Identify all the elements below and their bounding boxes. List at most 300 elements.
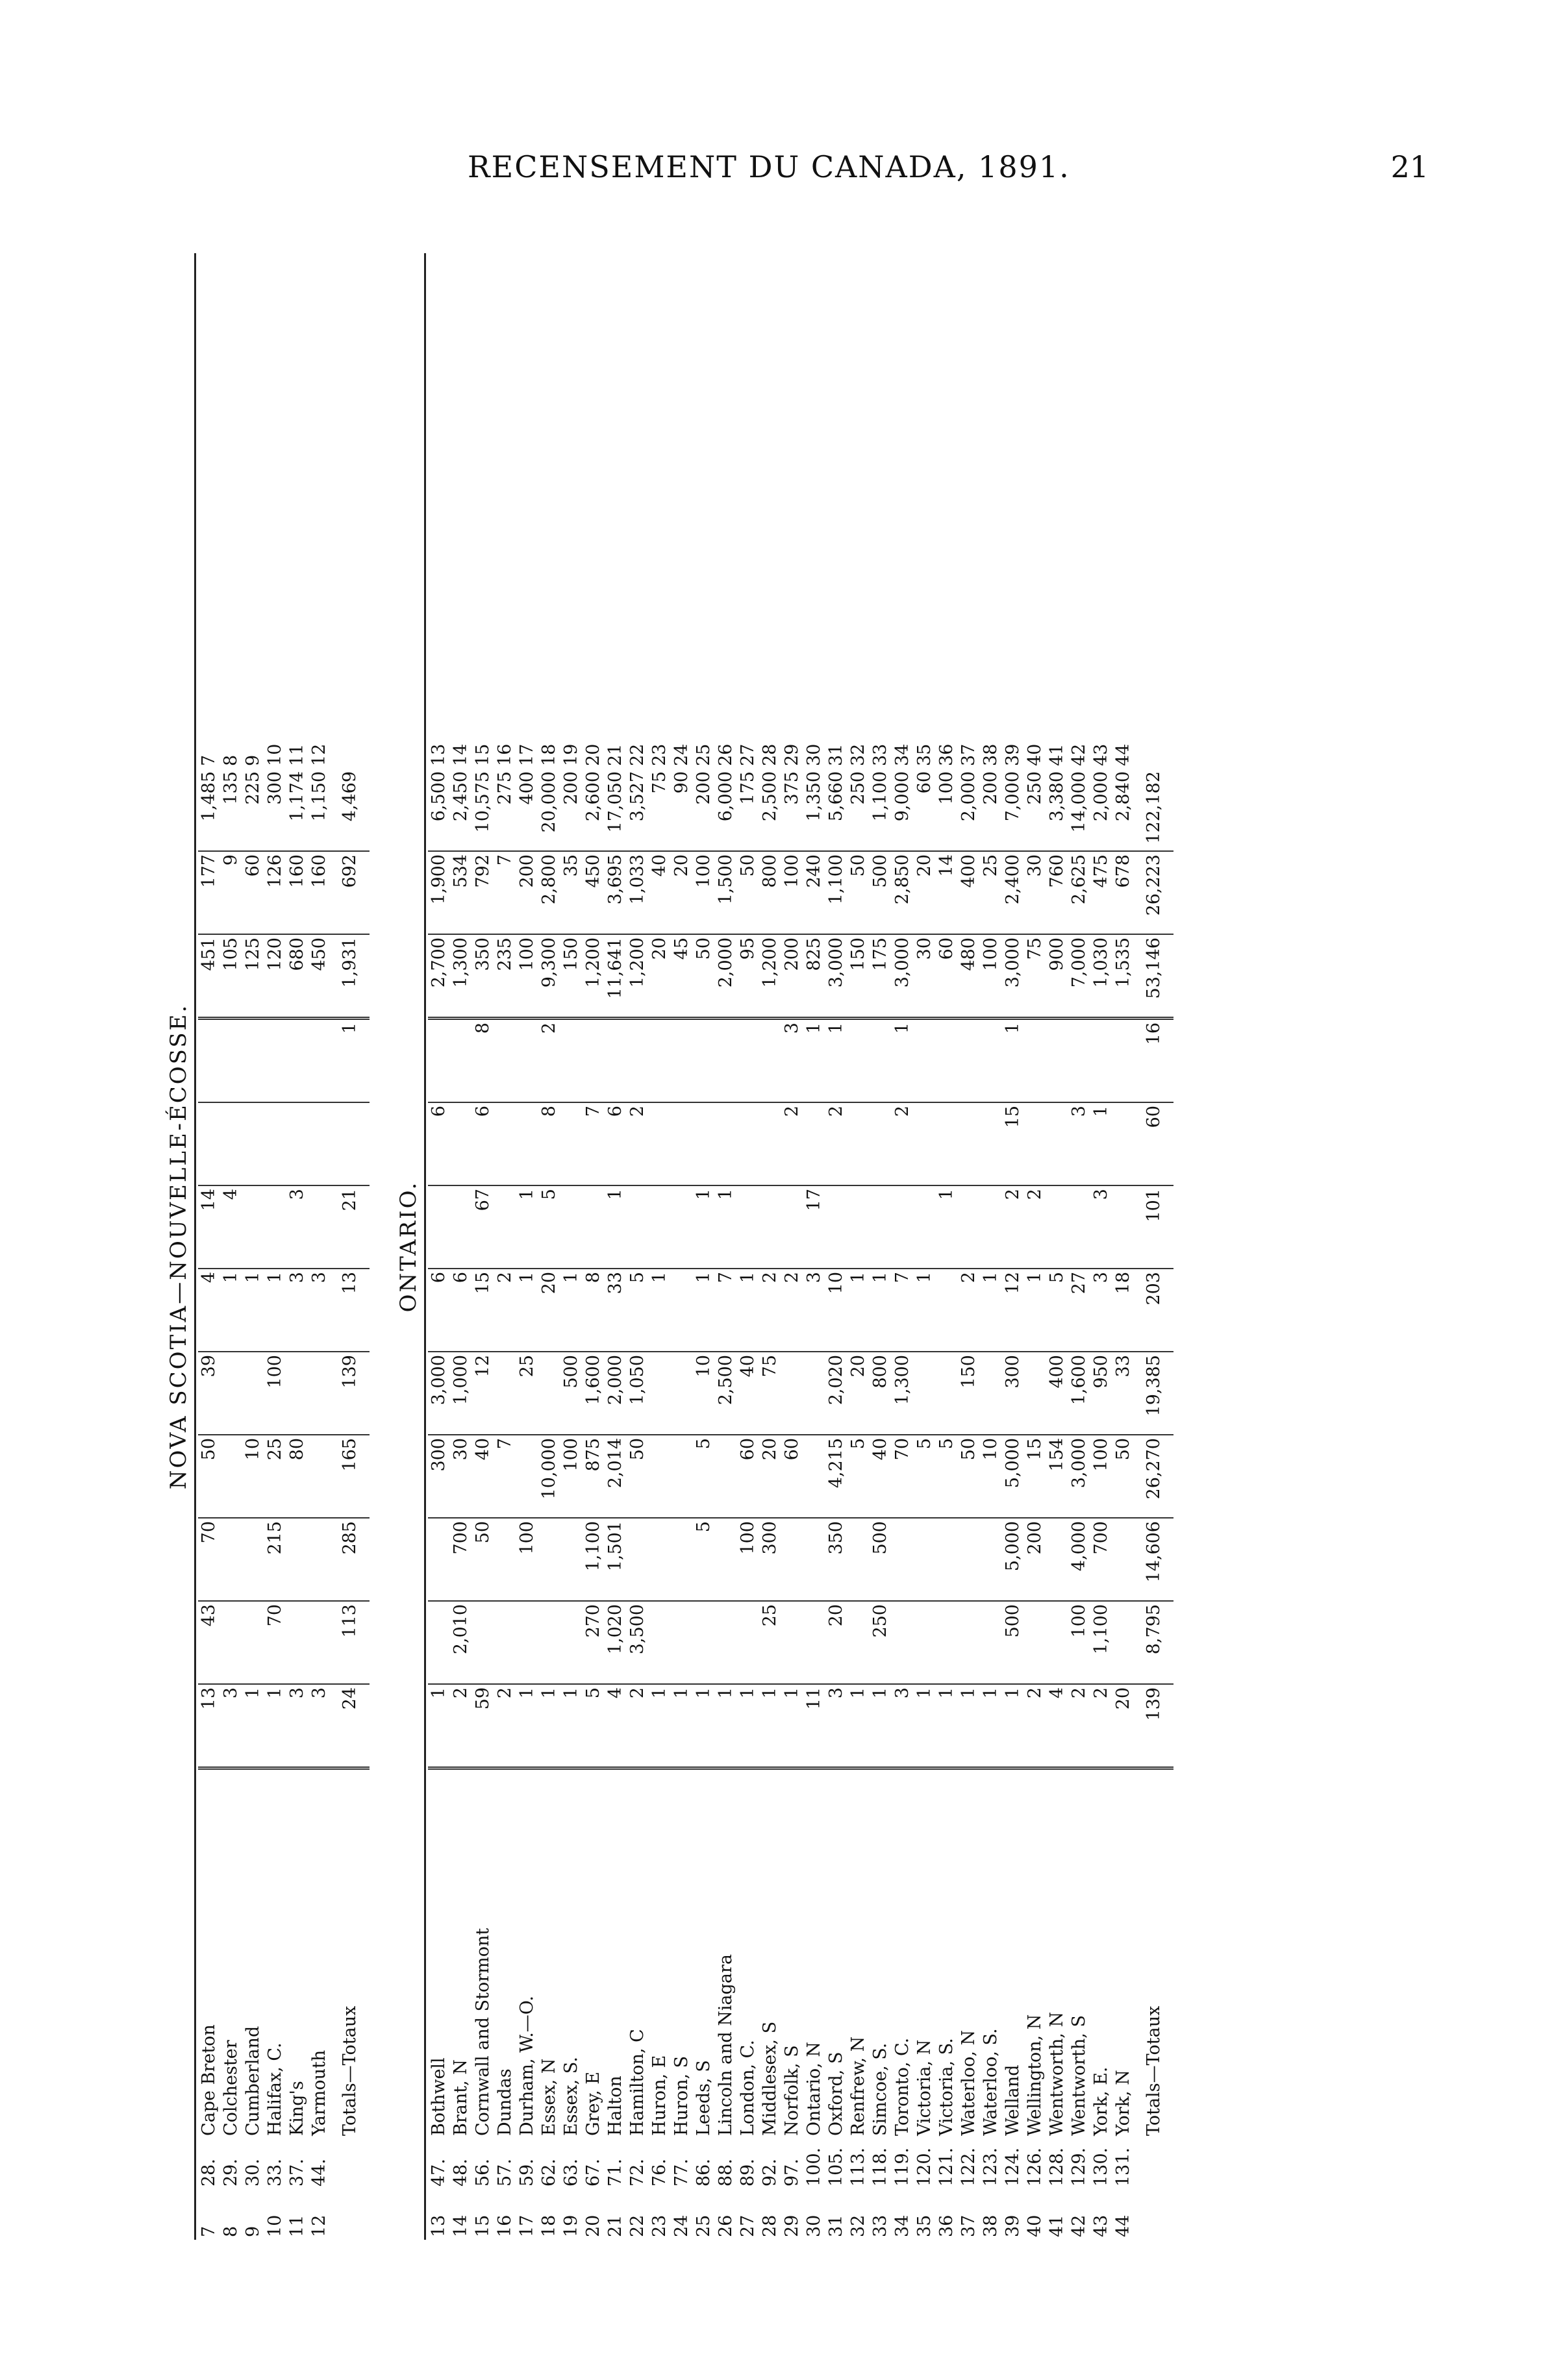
table-cell <box>847 1185 870 1269</box>
line-number-right: 37 <box>959 743 979 766</box>
line-number-right: 9 <box>243 754 263 766</box>
table-cell: 7 <box>494 851 516 934</box>
table-cell: 1 <box>560 1684 583 1768</box>
table-cell <box>649 1435 671 1518</box>
table-cell <box>936 1102 958 1185</box>
table-cell: 1 <box>1024 1269 1046 1352</box>
table-cell: 100 <box>936 769 958 851</box>
line-number: 29 <box>782 2214 802 2237</box>
district-code: 120. <box>914 2147 935 2187</box>
table-cell: 1 <box>914 1684 936 1768</box>
totals-cell: 139 <box>1135 1684 1173 1768</box>
table-cell: 2,500 <box>715 1352 737 1435</box>
table-cell: 3 <box>825 1684 847 1768</box>
table-cell <box>494 1601 516 1684</box>
district-code: 121. <box>936 2147 957 2187</box>
table-cell: 700 <box>450 1518 472 1601</box>
table-cell: 1 <box>649 1684 671 1768</box>
district-code: 62. <box>539 2159 559 2187</box>
table-cell: 200 <box>980 769 1002 851</box>
table-cell: 50 <box>737 851 759 934</box>
table-cell: 1,300 <box>450 934 472 1019</box>
table-cell: 20 <box>825 1601 847 1684</box>
table-cell: 400 <box>958 851 980 934</box>
district-name: Colchester <box>221 2040 241 2136</box>
line-number-right: 16 <box>495 743 515 766</box>
table-row <box>914 718 936 2240</box>
district-code: 86. <box>694 2159 714 2187</box>
table-cell <box>958 1019 980 1103</box>
district-code: 129. <box>1069 2147 1089 2187</box>
district-name: York, N <box>1113 2070 1133 2136</box>
section-title: NOVA SCOTIA—NOUVELLE-ÉCOSSE. <box>166 1003 192 1490</box>
district-code: 30. <box>243 2159 263 2187</box>
table-cell <box>450 1102 472 1185</box>
table-cell: 6 <box>428 1269 450 1352</box>
totals-cell: 101 <box>1135 1185 1173 1269</box>
table-cell <box>560 1102 583 1185</box>
district-code: 89. <box>738 2159 758 2187</box>
table-cell: 60 <box>936 934 958 1019</box>
table-cell: 60 <box>242 851 264 934</box>
table-cell: 1 <box>936 1185 958 1269</box>
table-cell: 1 <box>892 1019 914 1103</box>
table-row <box>472 718 494 2240</box>
table-cell <box>494 1019 516 1103</box>
page-header <box>468 149 1429 188</box>
table-cell: 2 <box>1024 1684 1046 1768</box>
line-number: 30 <box>804 2214 824 2237</box>
table-cell: 70 <box>892 1435 914 1518</box>
table-cell: 25 <box>759 1601 781 1684</box>
district-code: 100. <box>804 2147 824 2187</box>
district-code: 113. <box>848 2147 868 2187</box>
line-number-right: 26 <box>716 743 736 766</box>
table-cell: 1 <box>847 1269 870 1352</box>
table-cell: 25 <box>980 851 1002 934</box>
line-number: 11 <box>287 2214 307 2237</box>
table-cell: 3,500 <box>627 1601 649 1684</box>
district-name: Cape Breton <box>199 2024 219 2136</box>
table-cell <box>936 1269 958 1352</box>
table-cell: 5 <box>847 1435 870 1518</box>
line-number-right: 17 <box>517 743 537 766</box>
line-number-right: 31 <box>826 743 846 766</box>
table-cell: 125 <box>242 934 264 1019</box>
totals-cell: 4,469 <box>331 769 370 851</box>
table-cell: 1,174 <box>286 769 308 851</box>
table-cell <box>803 1435 825 1518</box>
district-code: 128. <box>1047 2147 1067 2187</box>
district-code: 124. <box>1003 2147 1023 2187</box>
table-cell <box>671 1269 693 1352</box>
table-cell: 90 <box>671 769 693 851</box>
table-cell: 680 <box>286 934 308 1019</box>
line-number: 19 <box>561 2214 581 2237</box>
table-cell: 2,800 <box>538 851 560 934</box>
table-row <box>583 718 605 2240</box>
table-cell: 1 <box>825 1019 847 1103</box>
table-cell: 250 <box>1024 769 1046 851</box>
table-cell: 350 <box>825 1518 847 1601</box>
table-row <box>803 718 825 2240</box>
table-cell: 3,695 <box>605 851 627 934</box>
table-cell: 2,700 <box>428 934 450 1019</box>
table-cell: 1,200 <box>583 934 605 1019</box>
table-cell <box>847 1601 870 1684</box>
table-cell: 43 <box>198 1601 220 1684</box>
line-number-right: 22 <box>627 743 647 766</box>
district-name: Victoria, S. <box>936 2038 957 2136</box>
district-name: York, E. <box>1091 2066 1111 2136</box>
table-cell <box>516 1102 538 1185</box>
table-cell: 1 <box>693 1269 715 1352</box>
table-cell: 500 <box>870 1518 892 1601</box>
table-cell <box>649 1518 671 1601</box>
table-cell: 75 <box>759 1352 781 1435</box>
line-number: 22 <box>627 2214 647 2237</box>
table-cell: 175 <box>870 934 892 1019</box>
table-cell <box>980 1185 1002 1269</box>
table-cell: 1 <box>715 1185 737 1269</box>
table-cell: 1 <box>220 1269 242 1352</box>
table-cell <box>1112 1102 1135 1185</box>
table-cell: 4,215 <box>825 1435 847 1518</box>
table-cell: 100 <box>1068 1601 1090 1684</box>
table-cell <box>914 1185 936 1269</box>
table-cell <box>671 1185 693 1269</box>
table-cell <box>1046 1102 1068 1185</box>
district-code: 92. <box>760 2159 780 2187</box>
table-cell: 154 <box>1046 1435 1068 1518</box>
district-name: Essex, N <box>539 2058 559 2136</box>
table-cell <box>605 1019 627 1103</box>
table-cell: 160 <box>286 851 308 934</box>
table-cell <box>198 1102 220 1185</box>
table-cell: 875 <box>583 1435 605 1518</box>
table-cell <box>1046 1019 1068 1103</box>
table-cell <box>671 1352 693 1435</box>
district-code: 63. <box>561 2159 581 2187</box>
table-cell: 1 <box>781 1684 803 1768</box>
table-cell: 50 <box>847 851 870 934</box>
table-cell <box>649 1019 671 1103</box>
district-name: Cornwall and Stormont <box>473 1928 493 2136</box>
table-cell <box>560 1601 583 1684</box>
line-number: 39 <box>1003 2214 1023 2237</box>
table-cell: 1 <box>242 1269 264 1352</box>
table-cell <box>781 1518 803 1601</box>
table-cell <box>980 1601 1002 1684</box>
table-row <box>1112 718 1135 2240</box>
table-cell <box>671 1019 693 1103</box>
line-number-right: 43 <box>1091 743 1111 766</box>
table-cell <box>538 1601 560 1684</box>
table-cell: 10 <box>980 1435 1002 1518</box>
table-cell <box>870 1102 892 1185</box>
line-number: 36 <box>936 2214 957 2237</box>
table-cell: 1 <box>1090 1102 1112 1185</box>
table-cell: 2 <box>1024 1185 1046 1269</box>
table-cell <box>560 1019 583 1103</box>
table-cell <box>516 1601 538 1684</box>
district-name: London, C. <box>738 2040 758 2136</box>
table-cell <box>693 1102 715 1185</box>
table-cell <box>308 1601 331 1684</box>
table-cell: 700 <box>1090 1518 1112 1601</box>
spacer <box>331 2189 370 2240</box>
district-name: Essex, S. <box>561 2057 581 2136</box>
table-cell <box>737 1185 759 1269</box>
spacer <box>1135 2189 1173 2240</box>
table-cell: 100 <box>560 1435 583 1518</box>
table-cell: 20 <box>1112 1684 1135 1768</box>
line-number: 40 <box>1025 2214 1045 2237</box>
table-cell <box>1046 1601 1068 1684</box>
line-number: 16 <box>495 2214 515 2237</box>
table-cell: 30 <box>450 1435 472 1518</box>
line-number: 43 <box>1091 2214 1111 2237</box>
district-name: Durham, W.—O. <box>517 1996 537 2136</box>
table-cell <box>242 1352 264 1435</box>
district-code: 48. <box>451 2159 471 2187</box>
table-row <box>1046 718 1068 2240</box>
table-row <box>1090 718 1112 2240</box>
district-name: Wentworth, N <box>1047 2011 1067 2136</box>
table-cell: 12 <box>472 1352 494 1435</box>
table-row <box>693 718 715 2240</box>
table-cell: 1,100 <box>583 1518 605 1601</box>
table-cell: 2,010 <box>450 1601 472 1684</box>
totals-cell: 139 <box>331 1352 370 1435</box>
district-code: 88. <box>716 2159 736 2187</box>
table-cell: 1 <box>870 1269 892 1352</box>
table-row <box>308 718 331 2240</box>
table-cell <box>220 1102 242 1185</box>
table-cell: 126 <box>264 851 286 934</box>
district-name: Grey, E <box>583 2072 603 2136</box>
totals-cell <box>331 1102 370 1185</box>
district-name: Waterloo, N <box>959 2029 979 2136</box>
table-cell <box>693 1601 715 1684</box>
table-cell: 20 <box>914 851 936 934</box>
table-row <box>1024 718 1046 2240</box>
table-cell: 1 <box>1002 1684 1024 1768</box>
table-cell: 100 <box>1090 1435 1112 1518</box>
table-cell: 35 <box>560 851 583 934</box>
table-cell: 60 <box>737 1435 759 1518</box>
table-cell: 39 <box>198 1352 220 1435</box>
totals-cell: 26,270 <box>1135 1435 1173 1518</box>
table-cell: 9 <box>220 851 242 934</box>
table-cell: 3 <box>1090 1185 1112 1269</box>
table-cell <box>980 1518 1002 1601</box>
table-row <box>847 718 870 2240</box>
table-cell <box>627 1518 649 1601</box>
table-cell: 1,050 <box>627 1352 649 1435</box>
district-name: Oxford, S <box>826 2052 846 2136</box>
table-cell <box>759 1102 781 1185</box>
table-cell: 177 <box>198 851 220 934</box>
district-code: 37. <box>287 2159 307 2187</box>
table-cell: 3 <box>220 1684 242 1768</box>
table-cell: 9,300 <box>538 934 560 1019</box>
table-cell <box>693 1019 715 1103</box>
table-cell <box>936 1518 958 1601</box>
totals-cell: 1,931 <box>331 934 370 1019</box>
district-code: 119. <box>892 2147 912 2187</box>
table-cell <box>1068 1019 1090 1103</box>
table-cell: 1 <box>847 1684 870 1768</box>
table-cell <box>220 1435 242 1518</box>
table-cell: 1 <box>870 1684 892 1768</box>
table-cell: 800 <box>870 1352 892 1435</box>
table-cell: 2,000 <box>605 1352 627 1435</box>
table-cell <box>649 1352 671 1435</box>
district-code: 131. <box>1113 2147 1133 2187</box>
table-cell: 100 <box>737 1518 759 1601</box>
table-cell: 1,100 <box>825 851 847 934</box>
table-row <box>737 718 759 2240</box>
table-cell <box>1024 1601 1046 1684</box>
district-code: 72. <box>627 2159 647 2187</box>
line-number-right: 13 <box>429 743 449 766</box>
table-cell: 15 <box>472 1269 494 1352</box>
table-cell <box>308 1185 331 1269</box>
district-code: 56. <box>473 2159 493 2187</box>
line-number: 26 <box>716 2214 736 2237</box>
line-number-right: 10 <box>265 743 285 766</box>
table-cell: 7,000 <box>1068 934 1090 1019</box>
table-cell: 13 <box>198 1684 220 1768</box>
line-number-right: 40 <box>1025 743 1045 766</box>
table-row <box>1002 718 1024 2240</box>
line-number: 24 <box>671 2214 692 2237</box>
table-cell: 5,660 <box>825 769 847 851</box>
table-cell: 45 <box>671 934 693 1019</box>
table-cell: 15 <box>1002 1102 1024 1185</box>
table-cell <box>958 1185 980 1269</box>
table-cell: 200 <box>693 769 715 851</box>
table-cell: 40 <box>472 1435 494 1518</box>
line-number: 34 <box>892 2214 912 2237</box>
table-cell: 2,000 <box>715 934 737 1019</box>
table-cell: 8 <box>583 1269 605 1352</box>
section-rule <box>194 253 196 2240</box>
table-cell <box>198 1019 220 1103</box>
table-cell: 150 <box>847 934 870 1019</box>
line-number-right: 42 <box>1069 743 1089 766</box>
table-cell: 7 <box>583 1102 605 1185</box>
spacer <box>1135 2138 1173 2189</box>
table-cell: 5 <box>914 1435 936 1518</box>
table-cell <box>428 1601 450 1684</box>
district-code: 77. <box>671 2159 692 2187</box>
table-row <box>892 718 914 2240</box>
table-cell: 14 <box>936 851 958 934</box>
table-cell: 150 <box>958 1352 980 1435</box>
table-cell <box>803 1352 825 1435</box>
table-cell <box>870 1019 892 1103</box>
line-number-right: 23 <box>649 743 670 766</box>
table-cell: 3 <box>286 1185 308 1269</box>
table-cell <box>308 1352 331 1435</box>
table-cell: 2,020 <box>825 1352 847 1435</box>
table-cell <box>803 1601 825 1684</box>
table-cell: 1,900 <box>428 851 450 934</box>
table-cell: 50 <box>472 1518 494 1601</box>
table-cell: 3,000 <box>428 1352 450 1435</box>
table-cell: 14 <box>198 1185 220 1269</box>
table-cell: 70 <box>198 1518 220 1601</box>
table-cell <box>264 1185 286 1269</box>
table-cell: 2 <box>450 1684 472 1768</box>
table-row <box>538 718 560 2240</box>
table-cell <box>649 1601 671 1684</box>
table-cell <box>264 1019 286 1103</box>
table-cell: 5 <box>538 1185 560 1269</box>
table-row <box>958 718 980 2240</box>
table-cell: 950 <box>1090 1352 1112 1435</box>
totals-cell: 8,795 <box>1135 1601 1173 1684</box>
table-cell: 1,150 <box>308 769 331 851</box>
table-cell: 4 <box>1046 1684 1068 1768</box>
table-cell <box>936 1019 958 1103</box>
table-cell: 1 <box>803 1019 825 1103</box>
table-cell: 1,600 <box>583 1352 605 1435</box>
table-cell: 2 <box>958 1269 980 1352</box>
table-cell: 95 <box>737 934 759 1019</box>
table-cell <box>759 1185 781 1269</box>
district-name: Norfolk, S <box>782 2045 802 2136</box>
table-cell: 2 <box>781 1102 803 1185</box>
line-number: 18 <box>539 2214 559 2237</box>
table-cell: 3 <box>892 1684 914 1768</box>
table-row <box>649 718 671 2240</box>
line-number-right: 33 <box>870 743 890 766</box>
table-cell: 150 <box>560 934 583 1019</box>
table-cell: 33 <box>605 1269 627 1352</box>
table-row <box>428 718 450 2240</box>
line-number: 10 <box>265 2214 285 2237</box>
district-name: Ontario, N <box>804 2041 824 2136</box>
table-cell: 1 <box>980 1684 1002 1768</box>
table-cell: 3 <box>1090 1269 1112 1352</box>
table-cell <box>671 1435 693 1518</box>
table-cell: 1 <box>605 1185 627 1269</box>
table-cell: 40 <box>870 1435 892 1518</box>
line-number: 9 <box>243 2225 263 2237</box>
table-cell <box>781 1185 803 1269</box>
table-cell: 11 <box>803 1684 825 1768</box>
table-cell: 1,600 <box>1068 1352 1090 1435</box>
table-cell: 4 <box>220 1185 242 1269</box>
totals-cell: 165 <box>331 1435 370 1518</box>
district-name: King's <box>287 2081 307 2136</box>
line-number-right: 19 <box>561 743 581 766</box>
table-cell <box>242 1019 264 1103</box>
table-cell: 235 <box>494 934 516 1019</box>
table-cell: 3 <box>286 1684 308 1768</box>
table-cell: 100 <box>980 934 1002 1019</box>
table-cell: 375 <box>781 769 803 851</box>
table-cell: 160 <box>308 851 331 934</box>
table-cell: 250 <box>870 1601 892 1684</box>
table-cell: 2 <box>627 1684 649 1768</box>
table-cell: 1,100 <box>870 769 892 851</box>
table-cell <box>847 1102 870 1185</box>
line-number-right: 7 <box>199 754 219 766</box>
